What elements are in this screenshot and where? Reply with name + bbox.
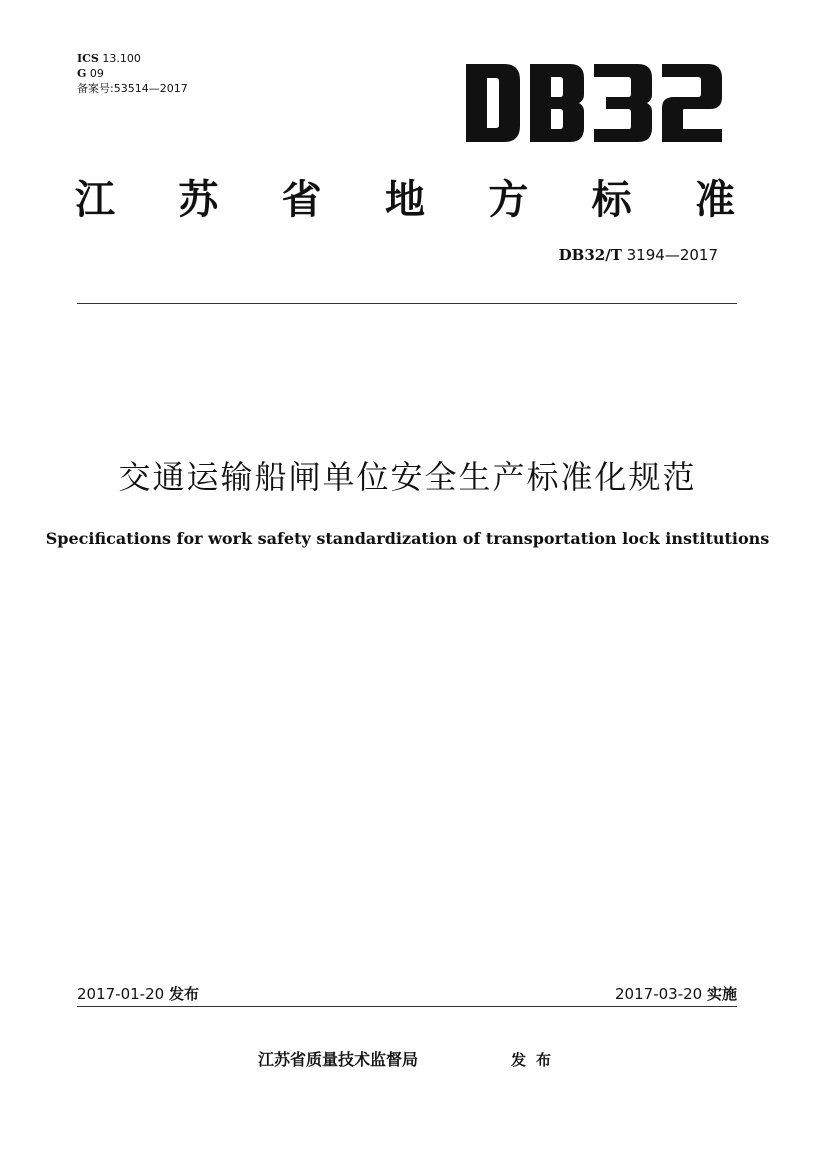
classification-codes [77, 51, 188, 96]
authority-char: 地 [384, 176, 425, 223]
issuing-authority: 江苏省质量技术监督局 [258, 1050, 419, 1069]
authority-heading [75, 168, 735, 224]
implement-date-value: 2017-03-20 [615, 985, 703, 1003]
authority-char: 方 [488, 176, 529, 223]
authority-char: 标 [591, 176, 632, 223]
implement-date [615, 983, 737, 1004]
record-number: 备案号:53514—2017 [77, 82, 188, 95]
authority-char: 省 [281, 176, 322, 223]
ccs-label: G [77, 67, 87, 80]
ccs-value: 09 [89, 67, 104, 80]
standard-code: 3194—2017 [626, 246, 718, 264]
authority-char: 准 [694, 176, 735, 223]
issue-action: 发布 [511, 1051, 562, 1069]
ics-label: ICS [77, 52, 99, 65]
standard-number [559, 246, 718, 264]
ccs-code [77, 66, 188, 81]
footer-divider [77, 1006, 737, 1007]
db32-logo [466, 64, 722, 142]
ics-value: 13.100 [102, 52, 141, 65]
authority-char: 江 [75, 176, 115, 223]
standard-prefix: DB32/T [558, 246, 622, 264]
title-english: Specifications for work safety standardization of transportation lock institutions [45, 529, 770, 548]
authority-char: 苏 [178, 176, 219, 223]
issue-date [77, 983, 199, 1004]
implement-date-label: 实施 [706, 985, 737, 1003]
issue-date-label: 发布 [168, 985, 199, 1003]
title-chinese: 交通运输船闸单位安全生产标准化规范 [118, 458, 697, 496]
header-divider [77, 303, 737, 304]
db32-logo-graphic [466, 64, 722, 142]
issue-date-value: 2017-01-20 [77, 985, 165, 1003]
ics-code [77, 51, 188, 66]
